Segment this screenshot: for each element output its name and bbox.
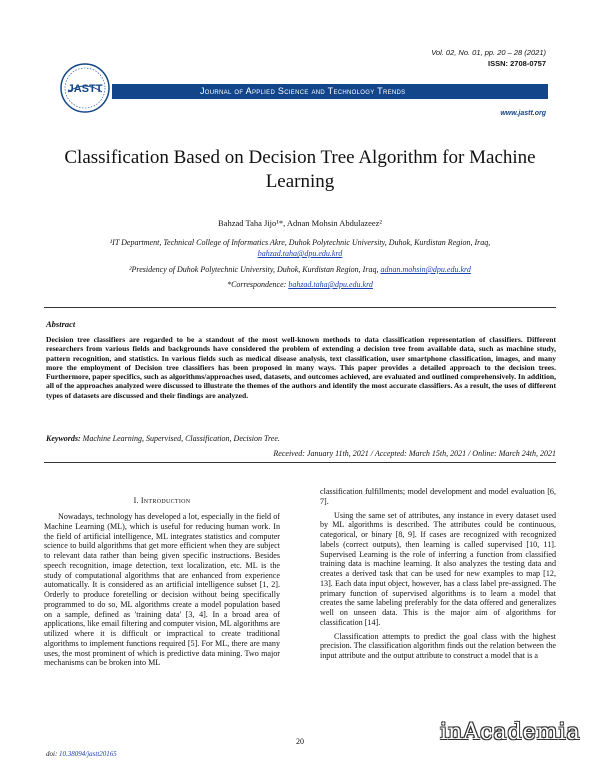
article-dates: Received: January 11th, 2021 / Accepted: March 15th, 2021 / Online: March 24th, 2021 bbox=[273, 449, 556, 458]
right-paragraph-2: Using the same set of attributes, any instance in every dataset used by ML algorithms is described. The attributes could be continuous, categorical, or binary [8, 9]. If cases are recognized with recognized labels (correct outputs), then learning is called supervised [10, 11]. Supervised Learning is the role of inferring a function from classified training data is machine learning. It also analyzes the testing data and creates a derived task that can be used for new examples to map [12, 13]. Each data input object, however, has a class label pre-assigned. The primary function of supervised algorithms is to learn a model that creates the same labeling preferably for the data offered and generalizes well on unseen data. This is the major aim of algorithms for classification [14]. bbox=[320, 510, 556, 627]
left-column bbox=[44, 512, 280, 668]
doi bbox=[46, 750, 117, 758]
section-title: Introduction bbox=[140, 496, 191, 505]
divider-bottom bbox=[44, 462, 556, 463]
journal-url[interactable]: www.jastt.org bbox=[500, 110, 546, 117]
keywords-text: Machine Learning, Supervised, Classification, Decision Tree. bbox=[82, 434, 280, 443]
doi-label: doi: bbox=[46, 750, 58, 758]
section-number: I. bbox=[133, 496, 139, 505]
affiliation-2-email[interactable]: adnan.mohsin@dpu.edu.krd bbox=[380, 265, 471, 274]
correspondence bbox=[50, 279, 550, 290]
journal-title: Journal of Applied Science and Technology Trends bbox=[200, 86, 406, 96]
abstract-text: Decision tree classifiers are regarded to be a standout of the most well-known methods to data classification representation of classifiers. Different researchers from various fields and backgrounds have considered the problem of extending a decision tree from available data, such as machine study, pattern recognition, and statistics. In various fields such as medical disease analysis, text classification, user smartphone classification, images, and many more the employment of Decision tree classifiers has been proposed in many ways. This paper provides a detailed approach to the decision trees. Furthermore, paper specifics, such as algorithms/approaches used, datasets, and outcomes achieved, are evaluated and outlined comprehensively. In addition, all of the approaches analyzed were discussed to illustrate the themes of the authors and identify the most accurate classifiers. As a result, the uses of different types of datasets are discussed and their findings are analyzed. bbox=[46, 335, 556, 400]
watermark: inAcademia bbox=[440, 720, 581, 745]
correspondence-label: *Correspondence: bbox=[227, 280, 287, 289]
left-paragraph-1: Nowadays, technology has developed a lot, especially in the field of Machine Learning (ML), which is useful for reducing human work. In the field of artificial intelligence, ML integrates statistics and computer science to build algorithms that get more efficient when they are subject to relevant data rather than being given specific instructions. Besides speech recognition, image detection, text localization, etc. ML is the study of computational algorithms that are enhanced from experience automatically. It is considered as an artificial intelligence subset [1, 2]. Orderly to produce foretelling or decision without being specifically programmed to do so, ML algorithms create a model population based on a sample, defined as 'training data' [3, 4]. In a broad area of applications, like email filtering and computer vision, ML algorithms are utilized where it is difficult or impractical to create traditional algorithms to implement functions required [5]. For ML, there are many uses, the most prominent of which is predictive data mining. Two major mechanisms can be broken into ML bbox=[44, 512, 280, 668]
paper-title: Classification Based on Decision Tree Algorithm for Machine Learning bbox=[64, 147, 536, 192]
keywords bbox=[46, 434, 280, 443]
affiliation-1-email[interactable]: bahzad.taha@dpu.edu.krd bbox=[257, 249, 343, 258]
right-paragraph-3: Classification attempts to predict the goal class with the highest precision. The classification algorithm finds out the relation between the input attribute and the output attribute to construct a model that is a bbox=[320, 631, 556, 660]
affiliation-2 bbox=[50, 264, 550, 275]
section-heading bbox=[44, 496, 280, 505]
authors: Bahzad Taha Jijo¹*, Adnan Mohsin Abdulazeez² bbox=[218, 218, 382, 228]
divider-top bbox=[44, 307, 556, 308]
page-number: 20 bbox=[296, 737, 304, 746]
right-paragraph-1: classification fulfillments; model development and model evaluation [6, 7]. bbox=[320, 487, 556, 506]
issn: ISSN: 2708-0757 bbox=[488, 59, 546, 68]
logo-text: JASTT bbox=[67, 83, 103, 95]
doi-link[interactable]: 10.38094/jastt20165 bbox=[59, 750, 117, 758]
affiliation-1 bbox=[50, 237, 550, 259]
abstract-heading: Abstract bbox=[46, 319, 76, 329]
affiliation-1-text: ¹IT Department, Technical College of Informatics Akre, Duhok Polytechnic University, Duhok, Kurdistan Region, Iraq, bbox=[109, 238, 491, 247]
correspondence-email[interactable]: bahzad.taha@dpu.edu.krd bbox=[288, 280, 373, 289]
volume-info: Vol. 02, No. 01, pp. 20 – 28 (2021) bbox=[431, 48, 546, 57]
affiliation-2-text: ²Presidency of Duhok Polytechnic University, Duhok, Kurdistan Region, Iraq, bbox=[129, 265, 379, 274]
right-column bbox=[320, 487, 556, 661]
jastt-logo bbox=[58, 62, 112, 114]
keywords-label: Keywords: bbox=[46, 434, 81, 443]
